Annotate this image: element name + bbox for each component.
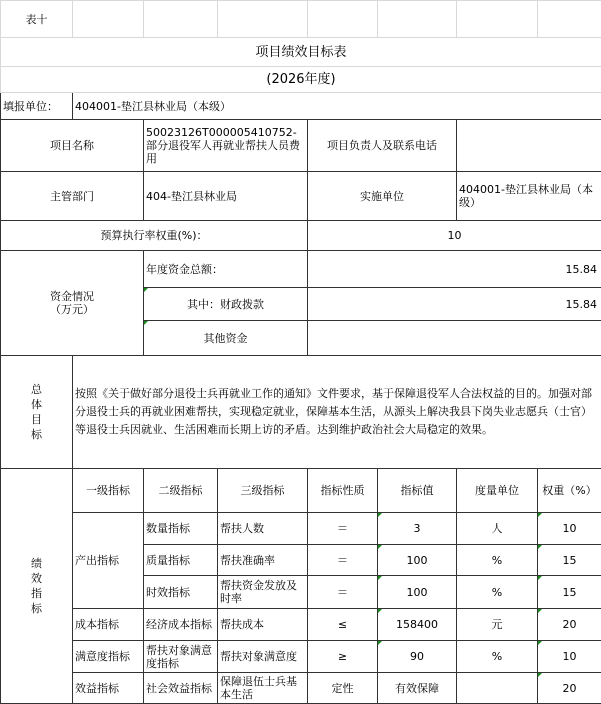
- header-l1: 一级指标: [73, 469, 144, 513]
- funds-label: 资金情况 （万元）: [1, 251, 144, 356]
- l1-cell: 满意度指标: [73, 641, 144, 673]
- l1-cell: 产出指标: [73, 513, 144, 609]
- l3-cell: 帮扶对象满意度: [218, 641, 308, 673]
- dept-label: 主管部门: [1, 172, 144, 221]
- nature-cell: ≥: [308, 641, 378, 673]
- nature-cell: ＝: [308, 545, 378, 576]
- filler-label: 填报单位：: [1, 93, 73, 120]
- page-title: 项目绩效目标表: [1, 38, 601, 67]
- header-l3: 三级指标: [218, 469, 308, 513]
- total-label: 年度资金总额：: [144, 251, 308, 288]
- fiscal-label: 其中：财政拨款: [144, 288, 308, 321]
- table-number: 表十: [1, 1, 73, 38]
- goal-text: 按照《关于做好部分退役士兵再就业工作的通知》文件要求，基于保障退役军人合法权益的目的。加强对部分退役士兵的再就业困难帮扶，实现稳定就业，保障基本生活，从源头上解决我县下岗失业志愿兵（士官）等退役士兵因就业、生活困难而长期上访的矛盾。达到维护政治社会大局稳定的效果。: [73, 356, 601, 469]
- goal-label: 总体目标: [30, 382, 44, 442]
- weight-cell: 10: [538, 641, 601, 673]
- nature-cell: ＝: [308, 513, 378, 545]
- weight-cell: 15: [538, 576, 601, 609]
- fiscal-value: 15.84: [308, 288, 601, 321]
- l3-cell: 帮扶人数: [218, 513, 308, 545]
- project-name-value: 50023126T000005410752-部分退役军人再就业帮扶人员费用: [144, 120, 308, 172]
- header-l2: 二级指标: [144, 469, 218, 513]
- l3-cell: 帮扶资金发放及时率: [218, 576, 308, 609]
- other-label: 其他资金: [144, 321, 308, 356]
- year-label: (2026年度): [1, 67, 601, 93]
- dept-value: 404-垫江县林业局: [144, 172, 308, 221]
- l1-cell: 成本指标: [73, 609, 144, 641]
- nature-cell: 定性: [308, 673, 378, 704]
- unit-cell: %: [457, 576, 538, 609]
- value-cell: 100: [378, 576, 457, 609]
- header-value: 指标值: [378, 469, 457, 513]
- weight-cell: 20: [538, 609, 601, 641]
- value-cell: 90: [378, 641, 457, 673]
- value-cell: 3: [378, 513, 457, 545]
- header-nature: 指标性质: [308, 469, 378, 513]
- table-row: [1, 673, 601, 704]
- contact-value: [457, 120, 601, 172]
- l2-cell: 数量指标: [144, 513, 218, 545]
- unit-cell: %: [457, 641, 538, 673]
- value-cell: 100: [378, 545, 457, 576]
- weight-cell: 20: [538, 673, 601, 704]
- budget-value: 10: [308, 221, 601, 251]
- contact-label: 项目负责人及联系电话: [308, 120, 457, 172]
- l2-cell: 社会效益指标: [144, 673, 218, 704]
- value-cell: 有效保障: [378, 673, 457, 704]
- project-name-label: 项目名称: [1, 120, 144, 172]
- value-cell: 158400: [378, 609, 457, 641]
- table-row: [1, 513, 601, 545]
- impl-label: 实施单位: [308, 172, 457, 221]
- other-value: [308, 321, 601, 356]
- nature-cell: ＝: [308, 576, 378, 609]
- l2-cell: 时效指标: [144, 576, 218, 609]
- l2-cell: 质量指标: [144, 545, 218, 576]
- total-value: 15.84: [308, 251, 601, 288]
- weight-cell: 10: [538, 513, 601, 545]
- unit-cell: %: [457, 545, 538, 576]
- table-row: [1, 609, 601, 641]
- l3-cell: 帮扶成本: [218, 609, 308, 641]
- impl-value: 404001-垫江县林业局（本级）: [457, 172, 601, 221]
- table-row: [1, 641, 601, 673]
- nature-cell: ≤: [308, 609, 378, 641]
- budget-label: 预算执行率权重(%)：: [1, 221, 308, 251]
- header-weight: 权重（%）: [538, 469, 601, 513]
- unit-cell: 元: [457, 609, 538, 641]
- weight-cell: 15: [538, 545, 601, 576]
- perf-label: 绩效指标: [30, 556, 44, 616]
- header-unit: 度量单位: [457, 469, 538, 513]
- l1-cell: 效益指标: [73, 673, 144, 704]
- unit-cell: 人: [457, 513, 538, 545]
- filler-value: 404001-垫江县林业局（本级）: [73, 93, 601, 120]
- l3-cell: 保障退伍士兵基本生活: [218, 673, 308, 704]
- l2-cell: 经济成本指标: [144, 609, 218, 641]
- l2-cell: 帮扶对象满意度指标: [144, 641, 218, 673]
- unit-cell: [457, 673, 538, 704]
- l3-cell: 帮扶准确率: [218, 545, 308, 576]
